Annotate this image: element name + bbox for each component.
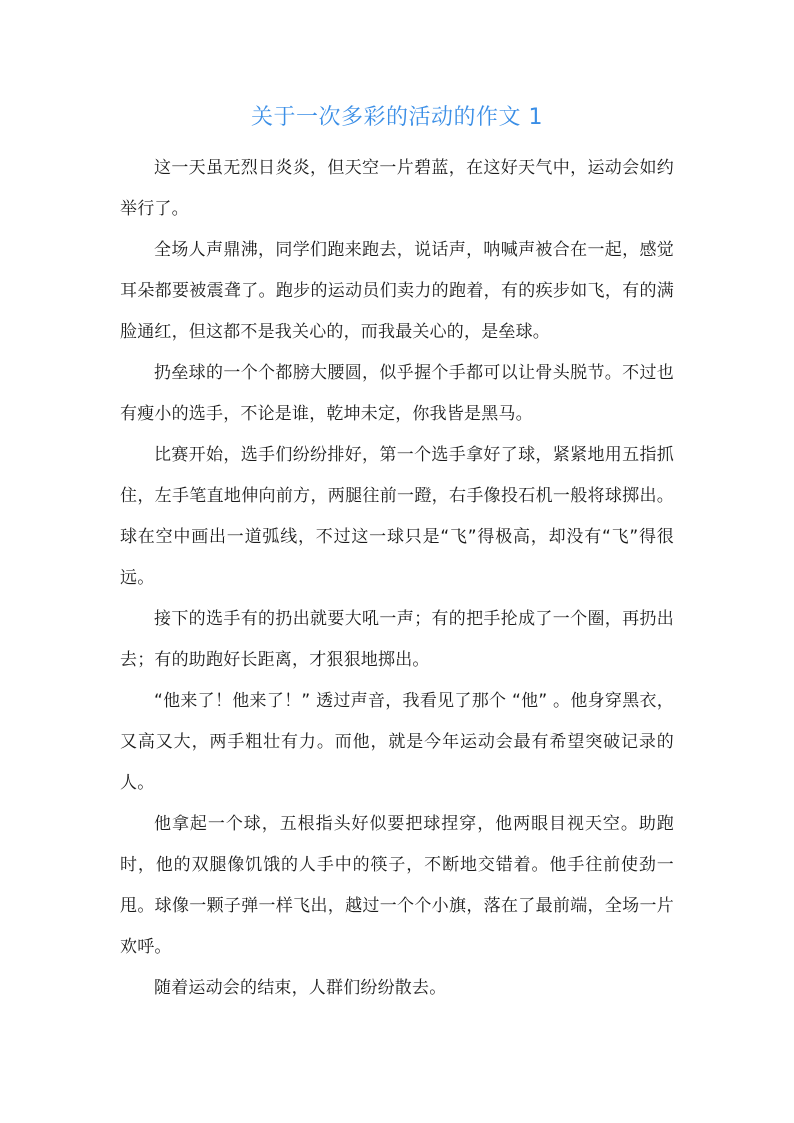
- paragraph-3: 扔垒球的一个个都膀大腰圆，似乎握个手都可以让骨头脱节。不过也有瘦小的选手，不论是谁，乾坤未定，你我皆是黑马。: [120, 363, 674, 424]
- paragraph-4: 比赛开始，选手们纷纷排好，第一个选手拿好了球，紧紧地用五指抓住，左手笔直地伸向前方，两腿往前一蹬，右手像投石机一般将球掷出。球在空中画出一道弧线，不过这一球只是“飞”得极高，却没有“飞”得很远。: [120, 445, 674, 588]
- paragraph-8: 随着运动会的结束，人群们纷纷散去。: [154, 978, 447, 998]
- document-title: 关于一次多彩的活动的作文 1: [251, 105, 543, 130]
- paragraph-2: 全场人声鼎沸，同学们跑来跑去，说话声，呐喊声被合在一起，感觉耳朵都要被震聋了。跑步的运动员们卖力的跑着，有的疾步如飞，有的满脸通红，但这都不是我关心的，而我最关心的，是垒球。: [120, 240, 674, 342]
- paragraph-7: 他拿起一个球，五根指头好似要把球捏穿，他两眼目视天空。助跑时，他的双腿像饥饿的人手中的筷子，不断地交错着。他手往前使劲一甩。球像一颗子弹一样飞出，越过一个个小旗，落在了最前端，全场一片欢呼。: [120, 814, 674, 957]
- paragraph-6: “他来了！他来了！” 透过声音，我看见了那个 “他” 。他身穿黑衣，又高又大，两手粗壮有力。而他，就是今年运动会最有希望突破记录的人。: [120, 691, 674, 793]
- paragraph-5: 接下的选手有的扔出就要大吼一声；有的把手抡成了一个圈，再扔出去；有的助跑好长距离，才狠狠地掷出。: [120, 609, 674, 670]
- paragraph-1: 这一天虽无烈日炎炎，但天空一片碧蓝，在这好天气中，运动会如约举行了。: [120, 158, 674, 219]
